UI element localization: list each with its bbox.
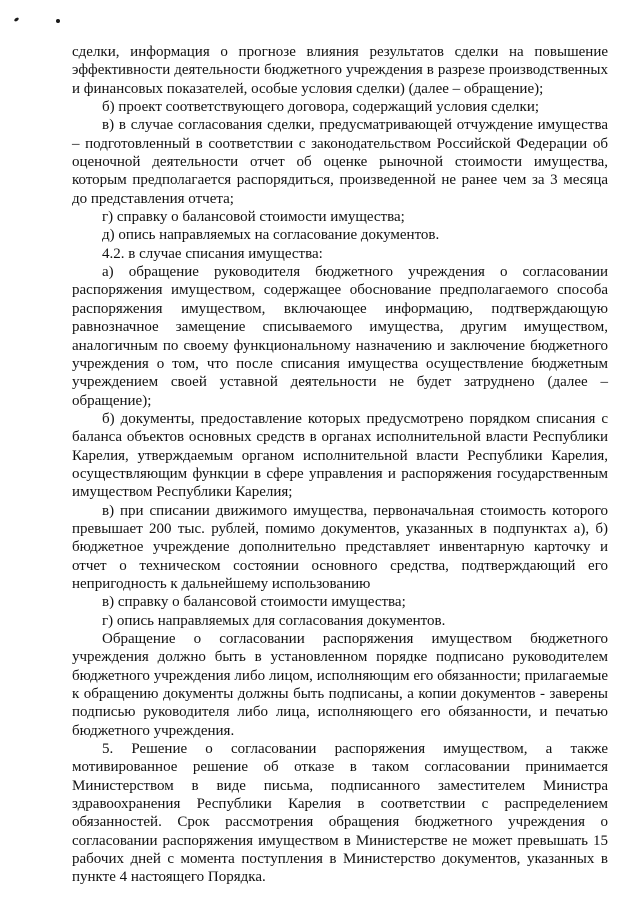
paragraph-item-g: г) опись направляемых для согласования документов. bbox=[102, 612, 446, 629]
paragraph-item-g: г) справку о балансовой стоимости имущества; bbox=[102, 209, 405, 226]
paragraph-item-d: д) опись направляемых на согласование документов. bbox=[102, 227, 440, 244]
document-body bbox=[72, 43, 608, 887]
paragraph-section-4-2: 4.2. в случае списания имущества: bbox=[102, 245, 323, 262]
paragraph-continuation: сделки, информация о прогнозе влияния результатов сделки на повышение эффективности деятельности бюджетного учреждения в разрезе производственных и финансовых показателей, особые условия сделки) (далее – обращение); bbox=[72, 44, 608, 97]
paragraph-item-v: в) в случае согласования сделки, предусматривающей отчуждение имущества – подготовленный в соответствии с законодательством Российской Федерации об оценочной деятельности отчет об оценке рыночной стоимости имущества, которым предполагается распорядиться, произведенной не ранее чем за 3 месяца до представления отчета; bbox=[72, 117, 608, 207]
paragraph-item-a: а) обращение руководителя бюджетного учреждения о согласовании распоряжения имуществом, содержащее обоснование предполагаемого способа распоряжения имуществом, включающее информацию, подтверждающую равнозначное замещение списываемого имущества, другим имуществом, аналогичным по своему функциональному назначению и заключение бюджетного учреждения о том, что после списания имущества осуществление бюджетным учреждением своей уставной деятельности не будет затруднено (далее – обращение); bbox=[72, 264, 608, 409]
paragraph-appeal-requirements: Обращение о согласовании распоряжения имуществом бюджетного учреждения должно быть в установленном порядке подписано руководителем бюджетного учреждения либо лицом, исполняющим его обязанности; прилагаемые к обращению документы должны быть подписаны, а копии документов - заверены подписью руководителя либо лица, исполняющего его обязанности, и печатью бюджетного учреждения. bbox=[72, 631, 608, 739]
paragraph-section-5: 5. Решение о согласовании распоряжения имуществом, а также мотивированное решение об отказе в таком согласовании принимается Министерством в виде письма, подписанного заместителем Министра здравоохранения Республики Карелия в соответствии с распределением обязанностей. Срок рассмотрения обращения бюджетного учреждения о согласовании распоряжения имуществом в Министерстве не может превышать 15 рабочих дней с момента поступления в Министерство документов, указанных в пункте 4 настоящего Порядка. bbox=[72, 741, 608, 886]
paragraph-item-b: б) документы, предоставление которых предусмотрено порядком списания с баланса объектов основных средств в органах исполнительной власти Республики Карелия, утверждаемым органом исполнительной власти Республики Карелия, осуществляющим функции в сфере управления и распоряжения государственным имуществом Республики Карелия; bbox=[72, 410, 608, 501]
scan-mark bbox=[14, 17, 20, 22]
scan-mark bbox=[56, 19, 60, 23]
paragraph-item-v: в) справку о балансовой стоимости имущества; bbox=[102, 594, 406, 611]
paragraph-item-v: в) при списании движимого имущества, первоначальная стоимость которого превышает 200 тыс. рублей, помимо документов, указанных в подпунктах а), б) бюджетное учреждение дополнительно представляет инвентарную карточку и отчет о техническом состоянии основного средства, подтверждающий его непригодность к дальнейшему использованию bbox=[72, 502, 608, 592]
paragraph-item-b: б) проект соответствующего договора, содержащий условия сделки; bbox=[102, 99, 540, 116]
